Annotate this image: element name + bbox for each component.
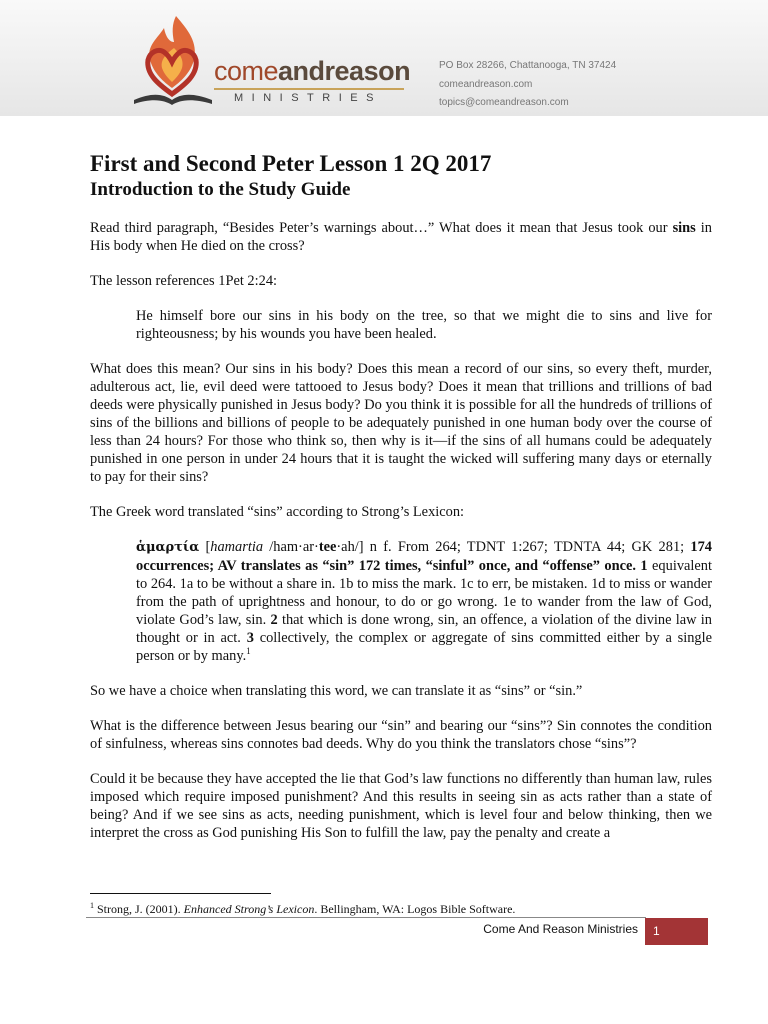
flame-heart-logo-icon	[128, 8, 218, 108]
document-title: First and Second Peter Lesson 1 2Q 2017	[90, 151, 492, 176]
footnote-separator	[90, 893, 271, 894]
contact-email: topics@comeandreason.com	[439, 97, 569, 108]
transliteration: hamartia	[210, 539, 264, 555]
contact-address: PO Box 28266, Chattanooga, TN 37424	[439, 60, 617, 71]
paragraph-intro: Read third paragraph, “Besides Peter’s warnings about…” What does it mean that Jesus took our sins in His body when He died on the cross?	[90, 220, 712, 254]
lexicon-stats: 174 occurrences; AV translates as “sin” 172 times, “sinful” once, and “offense” once.	[136, 539, 712, 574]
paragraph-choice: So we have a choice when translating this word, we can translate it as “sins” or “sin.”	[90, 683, 583, 699]
contact-block	[439, 57, 616, 113]
logo-divider	[214, 88, 404, 90]
paragraph-difference: What is the difference between Jesus bearing our “sin” and bearing our “sins”? Sin connotes the condition of sinfulness, whereas sins connotes bad deeds. Why do you think the translators chose “sins”?	[90, 718, 712, 752]
footer-organization: Come And Reason Ministries	[483, 922, 638, 936]
paragraph-reference: The lesson references 1Pet 2:24:	[90, 273, 278, 289]
page-header	[0, 0, 768, 116]
footnote-reference: 1	[246, 646, 251, 657]
logo-word-come: come	[214, 56, 279, 86]
logo-word-andreason: andreason	[278, 56, 411, 86]
paragraph-greek-intro: The Greek word translated “sins” according to Strong’s Lexicon:	[90, 504, 465, 520]
greek-word: ἁμαρτία	[136, 540, 200, 555]
footnote-book-title: Enhanced Strong’s Lexicon	[183, 902, 315, 916]
logo-wordmark	[214, 56, 410, 91]
paragraph-questions: What does this mean? Our sins in his body? Does this mean a record of our sins, so every theft, murder, adulterous act, lie, evil deed were tattooed to Jesus body? Does it mean that trillions and trillions of bad deeds were physically punished in Jesus body? Do you think it is possible for all the hundreds of trillions of sins of the billions and billions of people to be adequately punished in one human body over the course of less than 24 hours? For those who think so, then why is it—if the sins of all humans could be adequately punished in one person in under 24 hours that it is taught the wicked will suffering many days or eternally to pay for their sins?	[90, 361, 712, 485]
document-subtitle: Introduction to the Study Guide	[90, 179, 351, 200]
footnote: $^1$ Strong, J. (2001). Enhanced Strong’s Lexicon. Bellingham, WA: Logos Bible Software.	[90, 901, 516, 916]
paragraph-law: Could it be because they have accepted the lie that God’s law functions no differently than human law, rules imposed which require imposed punishment? And this results in seeing sin as acts rather than a state of being? And if we see sins as acts, needing punishment, which is level four and below thinking, then we interpret the cross as God punishing His Son to fulfill the law, pay the penalty and create a	[90, 771, 712, 841]
contact-website: comeandreason.com	[439, 78, 533, 90]
page-number: 1	[645, 918, 708, 945]
document-body	[90, 150, 712, 859]
scripture-quote: He himself bore our sins in his body on the tree, so that we might die to sins and live for righteousness; by his wounds you have been healed.	[136, 308, 712, 342]
logo-tagline: MINISTRIES	[234, 92, 382, 104]
footer-divider	[86, 917, 646, 918]
lexicon-entry: ἁμαρτία [hamartia /ham·ar·tee·ah/] n f. From 264; TDNT 1:267; TDNTA 44; GK 281; 174 occurrences; AV translates as “sin” 172 times, “sinful” once, and “offense” once. 1 equivalent to 264. 1a to be without a share in. 1b to miss the mark. 1c to err, be mistaken. 1d to miss or wander from the path of uprightness and honour, to do or go wrong. 1e to wander from the law of God, violate God’s law, sin. 2 that which is done wrong, sin, an offence, a violation of the divine law in thought or in act. 3 collectively, the complex or aggregate of sins committed either by a single person or by many.$^1$	[136, 539, 712, 664]
